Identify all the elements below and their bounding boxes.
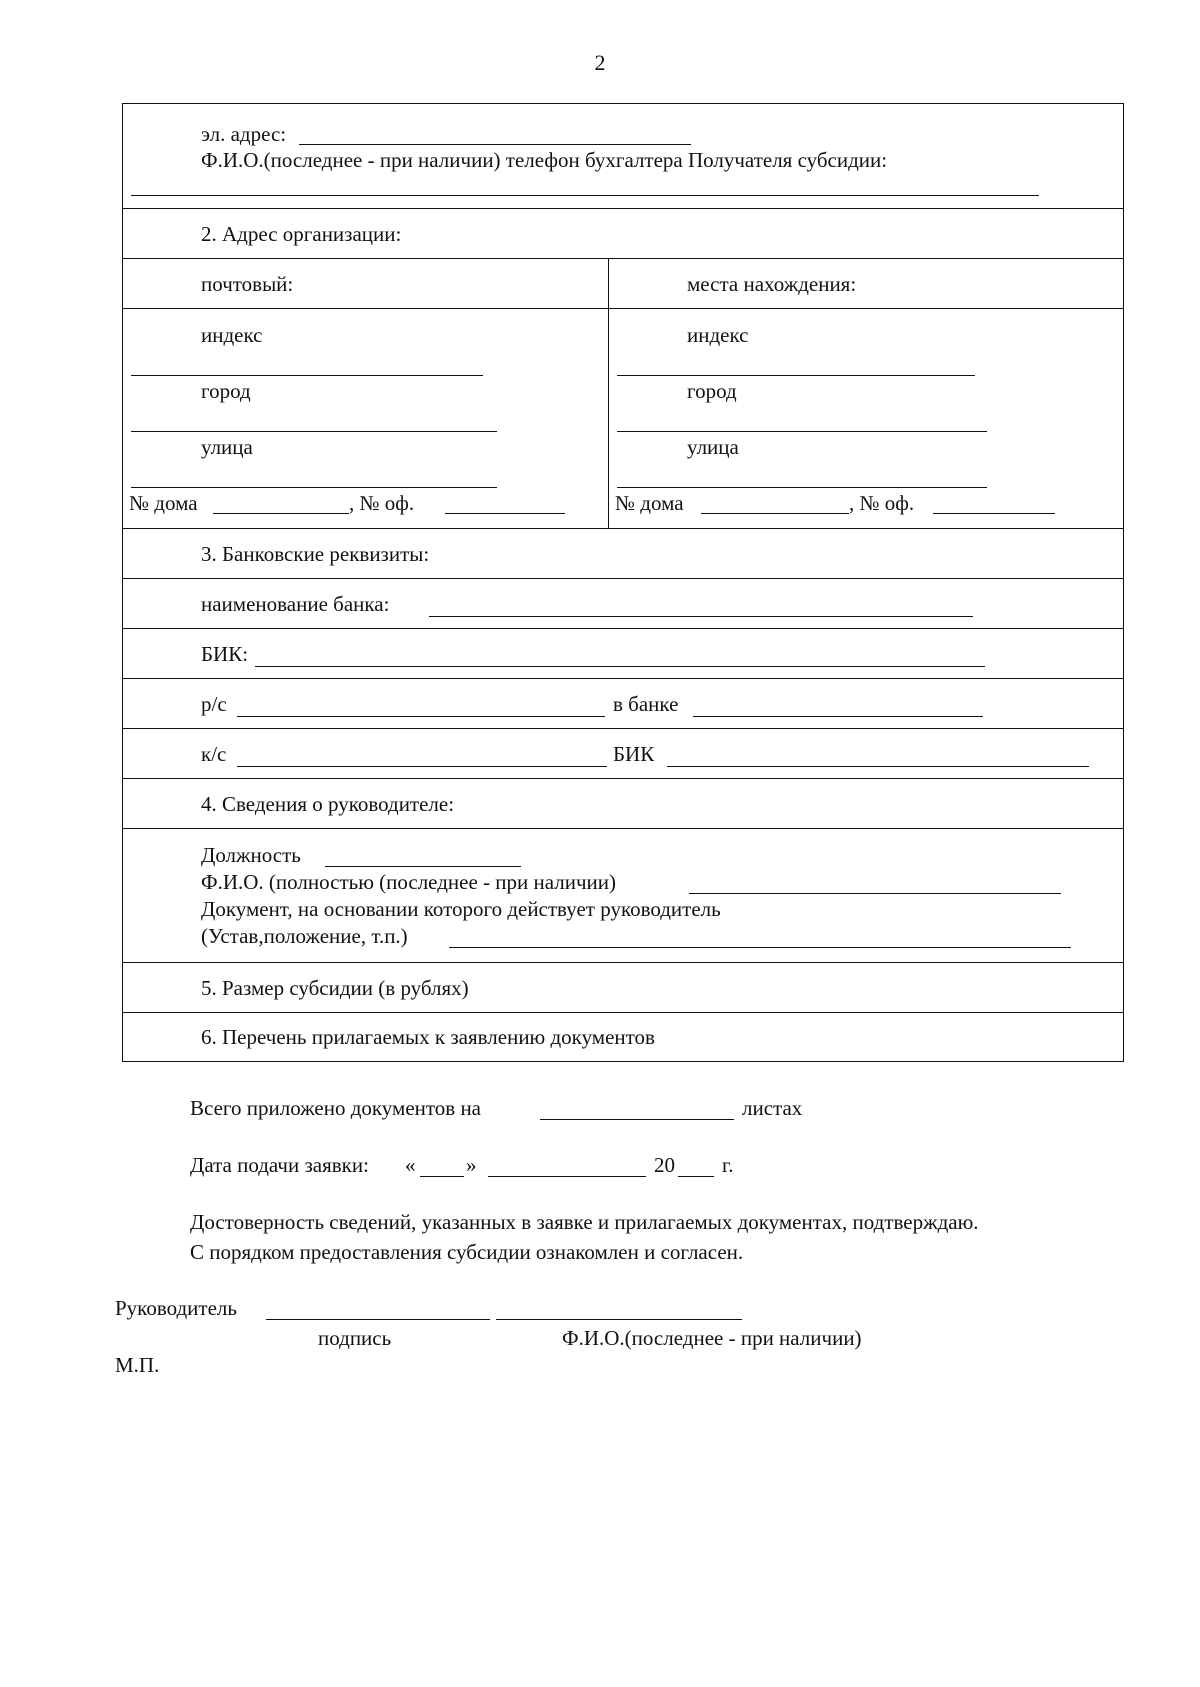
location-office-label: , № оф. [849,491,915,515]
accountant-label: Ф.И.О.(последнее - при наличии) телефон бухгалтера Получателя субсидии: [201,148,888,172]
bank-name-row [123,579,1123,629]
email-field[interactable] [299,144,691,145]
subsidy-size-heading: 5. Размер субсидии (в рублях) [201,976,469,1000]
contact-row [123,104,1123,209]
bank-heading: 3. Банковские реквизиты: [201,542,430,566]
account-field[interactable] [237,716,605,717]
location-details-cell [609,309,1123,528]
bik-label: БИК: [201,642,249,666]
bik-field[interactable] [255,666,985,667]
head-fio-field[interactable] [689,893,1061,894]
application-form-table [122,103,1124,1062]
address-details-row [123,309,1123,529]
attached-documents-row [123,1013,1123,1061]
location-header: места нахождения: [687,272,857,296]
total-documents-prefix: Всего приложено документов на [190,1096,482,1120]
head-document-field[interactable] [449,947,1071,948]
page-number: 2 [594,50,606,75]
bank-name-label: наименование банка: [201,592,390,616]
position-label: Должность [201,843,301,867]
head-signature-label: Руководитель [115,1296,237,1320]
stamp-label: М.П. [115,1353,160,1377]
address-heading: 2. Адрес организации: [201,222,402,246]
address-heading-row [123,209,1123,259]
account-label: р/с [201,692,227,716]
signature-fio-caption: Ф.И.О.(последнее - при наличии) [562,1326,862,1350]
postal-city-label: город [201,379,251,403]
signature-field[interactable] [266,1319,490,1320]
corr-account-label: к/с [201,742,227,766]
postal-office-field[interactable] [445,513,565,514]
location-index-label: индекс [687,323,749,347]
postal-header-cell [123,259,609,308]
attached-documents-heading: 6. Перечень прилагаемых к заявлению документов [201,1025,655,1049]
bik2-field[interactable] [667,766,1089,767]
location-index-field[interactable] [617,375,975,376]
postal-city-field[interactable] [131,431,497,432]
bank-name-field[interactable] [429,616,973,617]
postal-street-field[interactable] [131,487,497,488]
total-documents-field[interactable] [540,1119,734,1120]
submission-date-label: Дата подачи заявки: [190,1153,369,1177]
postal-header: почтовый: [201,272,294,296]
postal-index-label: индекс [201,323,263,347]
location-city-field[interactable] [617,431,987,432]
year-prefix: 20 [654,1153,675,1177]
subsidy-size-row [123,963,1123,1013]
bank-heading-row [123,529,1123,579]
corr-account-field[interactable] [237,766,607,767]
position-field[interactable] [325,866,521,867]
postal-house-label: № дома [129,491,198,515]
corr-account-row [123,729,1123,779]
postal-street-label: улица [201,435,253,459]
location-house-label: № дома [615,491,684,515]
postal-index-field[interactable] [131,375,483,376]
accountant-field[interactable] [131,195,1039,196]
bik2-label: БИК [613,742,655,766]
confirm-line-1: Достоверность сведений, указанных в заявке и прилагаемых документах, подтверждаю. [190,1210,979,1234]
account-row [123,679,1123,729]
year-suffix: г. [722,1153,734,1177]
date-month-field[interactable] [488,1176,646,1177]
location-house-field[interactable] [701,513,849,514]
location-office-field[interactable] [933,513,1055,514]
confirm-line-2: С порядком предоставления субсидии ознакомлен и согласен. [190,1240,744,1264]
date-day-field[interactable] [420,1176,464,1177]
postal-office-label: , № оф. [349,491,415,515]
signature-fio-field[interactable] [496,1319,742,1320]
location-street-field[interactable] [617,487,987,488]
in-bank-label: в банке [613,692,679,716]
location-city-label: город [687,379,737,403]
bik-row [123,629,1123,679]
email-label: эл. адрес: [201,122,287,146]
location-header-cell [609,259,1123,308]
head-heading: 4. Сведения о руководителе: [201,792,455,816]
open-quote: « [405,1153,416,1177]
postal-details-cell [123,309,609,528]
total-documents-suffix: листах [742,1096,803,1120]
postal-house-field[interactable] [213,513,349,514]
head-details-row [123,829,1123,963]
in-bank-field[interactable] [693,716,983,717]
signature-caption: подпись [318,1326,392,1350]
close-quote: » [466,1153,477,1177]
head-heading-row [123,779,1123,829]
location-street-label: улица [687,435,739,459]
address-columns-header-row [123,259,1123,309]
head-document-label: Документ, на основании которого действует руководитель [201,897,721,921]
head-fio-label: Ф.И.О. (полностью (последнее - при наличии) [201,870,617,894]
date-year-field[interactable] [678,1176,714,1177]
head-document-hint: (Устав,положение, т.п.) [201,924,408,948]
